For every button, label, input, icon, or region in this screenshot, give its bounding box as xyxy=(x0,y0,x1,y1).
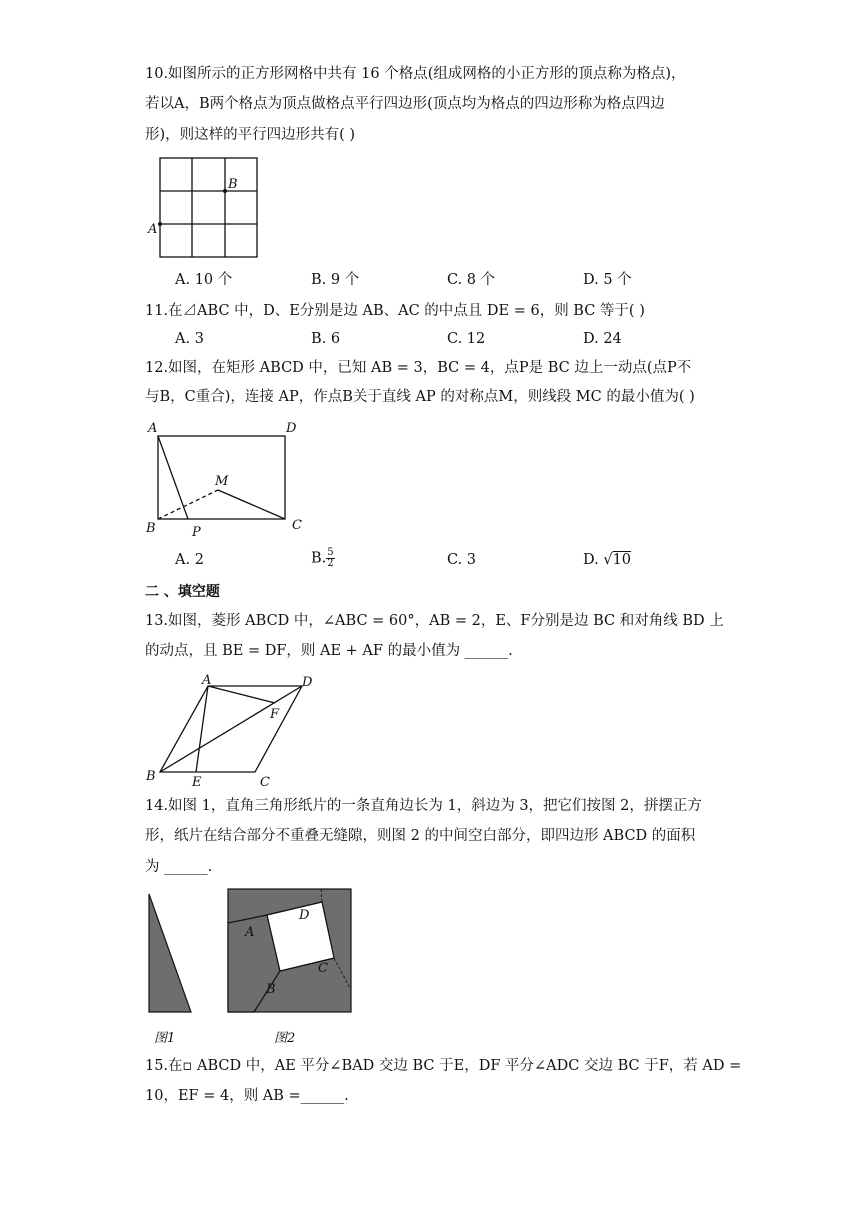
q14-label-d: D xyxy=(299,908,310,923)
q10-line-2: 若以A，B两个格点为顶点做格点平行四边形(顶点均为格点的四边形称为格点四边 xyxy=(145,96,665,112)
q10-label-b: B xyxy=(228,177,238,192)
q12-option-a[interactable]: A. 2 xyxy=(175,552,204,568)
q12-option-b[interactable] xyxy=(311,548,335,569)
q13-line-2: 的动点，且 BE = DF，则 AE + AF 的最小值为 ______. xyxy=(145,643,513,659)
q11-line-1: 11.在⊿ABC 中，D、E分别是边 AB、AC 的中点且 DE = 6，则 BC 等于( ) xyxy=(145,303,645,319)
q14-label-a: A xyxy=(245,925,255,940)
q11-option-a[interactable]: A. 3 xyxy=(175,331,204,347)
q14-caption-fig2: 图2 xyxy=(274,1031,296,1046)
q12-option-d-prefix: D. xyxy=(583,552,599,568)
q12-label-d: D xyxy=(286,421,297,436)
q12-label-m: M xyxy=(215,474,229,489)
q12-option-b-fraction xyxy=(326,548,334,569)
q12-option-b-denominator: 2 xyxy=(327,558,334,569)
q11-option-b[interactable]: B. 6 xyxy=(311,331,341,347)
q12-option-c[interactable]: C. 3 xyxy=(447,552,477,568)
q13-label-f: F xyxy=(270,707,280,722)
q12-label-a: A xyxy=(148,421,158,436)
q10-line-1: 10.如图所示的正方形网格中共有 16 个格点(组成网格的小正方形的顶点称为格点)， xyxy=(145,66,686,82)
q14-line-3: 为 ______. xyxy=(145,859,213,875)
q11-option-d[interactable]: D. 24 xyxy=(583,331,622,347)
q15-line-1: 15.在▫ ABCD 中，AE 平分∠BAD 交边 BC 于E，DF 平分∠ADC 交边 BC 于F，若 AD = xyxy=(145,1058,742,1074)
q13-label-a: A xyxy=(202,673,212,688)
q13-rhombus-figure xyxy=(140,668,330,790)
q14-figures xyxy=(140,882,360,1050)
sqrt-symbol: √ xyxy=(603,552,613,568)
q13-line-1: 13.如图，菱形 ABCD 中，∠ABC = 60°，AB = 2，E、F分别是边 BC 和对角线 BD 上 xyxy=(145,613,724,629)
q14-label-c: C xyxy=(318,961,328,976)
q14-line-1: 14.如图 1，直角三角形纸片的一条直角边长为 1，斜边为 3，把它们按图 2，拼摆正方 xyxy=(145,798,702,814)
q11-option-c[interactable]: C. 12 xyxy=(447,331,486,347)
q12-line-1: 12.如图，在矩形 ABCD 中，已知 AB = 3，BC = 4，点P是 BC 边上一动点(点P不 xyxy=(145,360,692,376)
q10-option-c[interactable]: C. 8 个 xyxy=(447,272,496,288)
q10-option-d[interactable]: D. 5 个 xyxy=(583,272,632,288)
q12-rectangle-figure xyxy=(140,412,315,542)
q13-label-e: E xyxy=(192,775,202,790)
q10-option-b[interactable]: B. 9 个 xyxy=(311,272,360,288)
q14-line-2: 形，纸片在结合部分不重叠无缝隙，则图 2 的中间空白部分，即四边形 ABCD 的面积 xyxy=(145,828,696,844)
q13-label-b: B xyxy=(146,769,156,784)
q12-option-b-prefix: B. xyxy=(311,550,327,567)
q10-label-a: A xyxy=(148,222,158,237)
q10-line-3: 形)，则这样的平行四边形共有( ) xyxy=(145,127,356,143)
q14-label-b: B xyxy=(266,982,276,997)
q12-option-d[interactable] xyxy=(583,550,631,570)
section-title-fill-in: 二 、填空题 xyxy=(145,584,220,600)
q12-line-2: 与B，C重合)，连接 AP，作点B关于直线 AP 的对称点M，则线段 MC 的最小值为( ) xyxy=(145,389,695,405)
q10-grid-figure xyxy=(140,150,270,265)
q15-line-2: 10，EF = 4，则 AB =______. xyxy=(145,1088,349,1104)
q13-label-c: C xyxy=(260,775,270,790)
q12-option-d-radicand: 10 xyxy=(612,552,632,568)
q12-option-b-numerator: 5 xyxy=(327,547,334,558)
q12-label-p: P xyxy=(192,525,201,540)
q13-label-d: D xyxy=(302,675,313,690)
q10-option-a[interactable]: A. 10 个 xyxy=(175,272,233,288)
q12-label-b: B xyxy=(146,521,156,536)
q14-caption-fig1: 图1 xyxy=(154,1031,176,1046)
q12-label-c: C xyxy=(292,518,302,533)
